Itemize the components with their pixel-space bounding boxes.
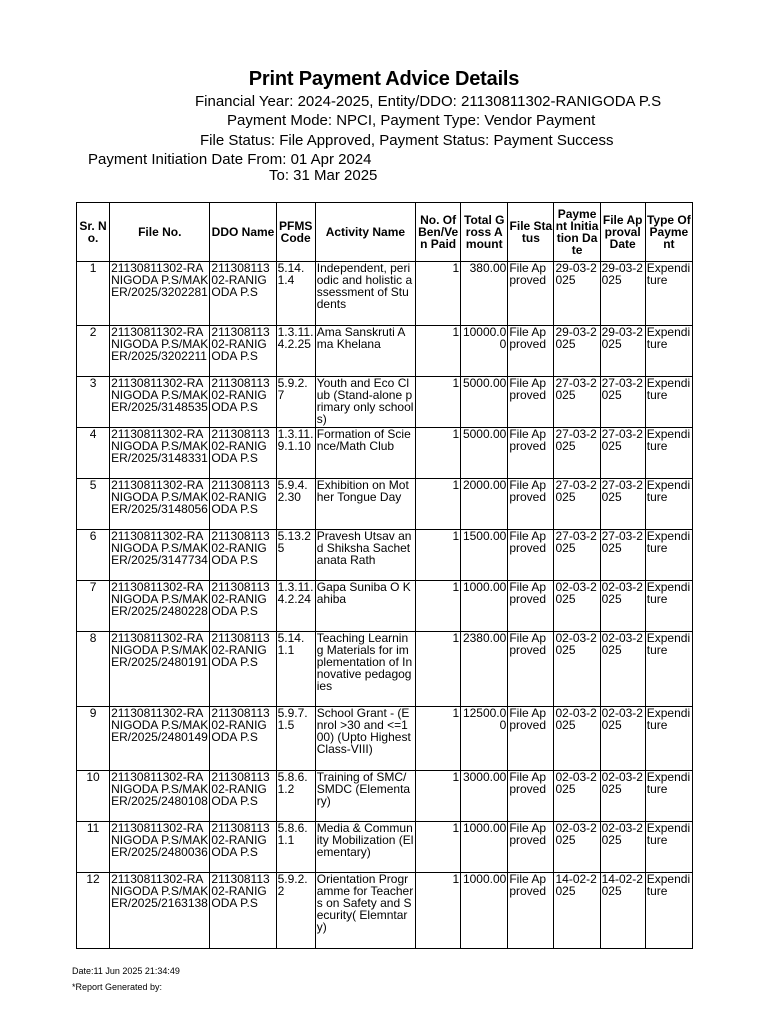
cell-ben: 1: [416, 326, 461, 377]
cell-pfms: 5.14.1.4: [276, 262, 315, 326]
col-approval-date: File Approval Date: [600, 203, 645, 262]
cell-init: 02-03-2025: [554, 707, 600, 771]
col-sr-no: Sr. No.: [77, 203, 110, 262]
cell-amount: 3000.00: [461, 771, 508, 822]
cell-type: Expenditure: [645, 632, 692, 707]
cell-ddo: 21130811302-RANIGODA P.S: [210, 771, 276, 822]
cell-file: 21130811302-RANIGODA P.S/MAKER/2025/2480228: [110, 581, 210, 632]
cell-pfms: 5.13.25: [276, 530, 315, 581]
cell-pfms: 5.9.2.2: [276, 873, 315, 949]
file-status-line: File Status: File Approved, Payment Status: Payment Success: [200, 132, 614, 149]
cell-amount: 5000.00: [461, 428, 508, 479]
cell-sr: 11: [77, 822, 110, 873]
cell-approval: 02-03-2025: [600, 632, 645, 707]
cell-init: 29-03-2025: [554, 262, 600, 326]
cell-init: 02-03-2025: [554, 581, 600, 632]
cell-init: 27-03-2025: [554, 377, 600, 428]
cell-activity: Teaching Learning Materials for implementation of Innovative pedagogies: [315, 632, 415, 707]
cell-pfms: 5.8.6.1.1: [276, 822, 315, 873]
cell-ben: 1: [416, 262, 461, 326]
cell-type: Expenditure: [645, 428, 692, 479]
cell-ddo: 21130811302-RANIGODA P.S: [210, 479, 276, 530]
cell-amount: 1000.00: [461, 822, 508, 873]
table-row: [77, 479, 693, 530]
cell-type: Expenditure: [645, 771, 692, 822]
cell-init: 27-03-2025: [554, 428, 600, 479]
cell-sr: 10: [77, 771, 110, 822]
cell-amount: 1500.00: [461, 530, 508, 581]
cell-ddo: 21130811302-RANIGODA P.S: [210, 581, 276, 632]
cell-activity: Pravesh Utsav and Shiksha Sachetanata Rath: [315, 530, 415, 581]
cell-pfms: 5.14.1.1: [276, 632, 315, 707]
cell-init: 02-03-2025: [554, 822, 600, 873]
cell-file: 21130811302-RANIGODA P.S/MAKER/2025/3202211: [110, 326, 210, 377]
cell-status: File Approved: [508, 428, 554, 479]
col-payment-type: Type Of Payment: [645, 203, 692, 262]
col-pfms-code: PFMS Code: [276, 203, 315, 262]
cell-approval: 29-03-2025: [600, 262, 645, 326]
table-row: [77, 262, 693, 326]
cell-init: 27-03-2025: [554, 479, 600, 530]
col-ben-paid: No. Of Ben/Ven Paid: [416, 203, 461, 262]
cell-amount: 2380.00: [461, 632, 508, 707]
cell-file: 21130811302-RANIGODA P.S/MAKER/2025/2163138: [110, 873, 210, 949]
table-row: [77, 632, 693, 707]
cell-activity: Gapa Suniba O Kahiba: [315, 581, 415, 632]
cell-activity: Orientation Programme for Teachers on Safety and Security( Elemntary): [315, 873, 415, 949]
report-date: Date:11 Jun 2025 21:34:49: [72, 966, 180, 976]
table-header-row: [77, 203, 693, 262]
cell-amount: 1000.00: [461, 873, 508, 949]
cell-file: 21130811302-RANIGODA P.S/MAKER/2025/2480036: [110, 822, 210, 873]
cell-sr: 7: [77, 581, 110, 632]
cell-sr: 4: [77, 428, 110, 479]
cell-pfms: 5.8.6.1.2: [276, 771, 315, 822]
cell-ben: 1: [416, 771, 461, 822]
cell-ben: 1: [416, 479, 461, 530]
cell-amount: 2000.00: [461, 479, 508, 530]
cell-type: Expenditure: [645, 479, 692, 530]
cell-approval: 02-03-2025: [600, 581, 645, 632]
cell-type: Expenditure: [645, 822, 692, 873]
cell-file: 21130811302-RANIGODA P.S/MAKER/2025/3148331: [110, 428, 210, 479]
cell-ben: 1: [416, 530, 461, 581]
cell-pfms: 5.9.7.1.5: [276, 707, 315, 771]
cell-activity: Media & Community Mobilization (Elementary): [315, 822, 415, 873]
cell-amount: 10000.00: [461, 326, 508, 377]
table-row: [77, 581, 693, 632]
col-file-status: File Status: [508, 203, 554, 262]
cell-file: 21130811302-RANIGODA P.S/MAKER/2025/2480191: [110, 632, 210, 707]
cell-amount: 1000.00: [461, 581, 508, 632]
cell-activity: Independent, periodic and holistic assessment of Students: [315, 262, 415, 326]
cell-amount: 380.00: [461, 262, 508, 326]
cell-ben: 1: [416, 822, 461, 873]
cell-sr: 8: [77, 632, 110, 707]
cell-init: 02-03-2025: [554, 771, 600, 822]
cell-activity: School Grant - (Enrol >30 and <=100) (Upto Highest Class-VIII): [315, 707, 415, 771]
cell-file: 21130811302-RANIGODA P.S/MAKER/2025/2480108: [110, 771, 210, 822]
table-row: [77, 771, 693, 822]
cell-ben: 1: [416, 873, 461, 949]
cell-pfms: 1.3.11.9.1.10: [276, 428, 315, 479]
cell-approval: 27-03-2025: [600, 530, 645, 581]
cell-init: 29-03-2025: [554, 326, 600, 377]
payment-mode-line: Payment Mode: NPCI, Payment Type: Vendor Payment: [227, 112, 596, 129]
cell-activity: Exhibition on Mother Tongue Day: [315, 479, 415, 530]
table-row: [77, 530, 693, 581]
col-initiation-date: Payment Initiation Date: [554, 203, 600, 262]
cell-file: 21130811302-RANIGODA P.S/MAKER/2025/2480149: [110, 707, 210, 771]
cell-type: Expenditure: [645, 326, 692, 377]
cell-ddo: 21130811302-RANIGODA P.S: [210, 262, 276, 326]
cell-activity: Training of SMC/ SMDC (Elementary): [315, 771, 415, 822]
cell-file: 21130811302-RANIGODA P.S/MAKER/2025/3147734: [110, 530, 210, 581]
page-title: Print Payment Advice Details: [248, 68, 520, 90]
cell-sr: 3: [77, 377, 110, 428]
cell-pfms: 5.9.2.7: [276, 377, 315, 428]
cell-approval: 27-03-2025: [600, 479, 645, 530]
cell-ddo: 21130811302-RANIGODA P.S: [210, 326, 276, 377]
table-row: [77, 428, 693, 479]
cell-activity: Formation of Science/Math Club: [315, 428, 415, 479]
cell-pfms: 1.3.11.4.2.25: [276, 326, 315, 377]
payment-advice-table: [76, 202, 693, 949]
table-row: [77, 326, 693, 377]
cell-ben: 1: [416, 632, 461, 707]
cell-ddo: 21130811302-RANIGODA P.S: [210, 377, 276, 428]
cell-ddo: 21130811302-RANIGODA P.S: [210, 428, 276, 479]
cell-approval: 02-03-2025: [600, 707, 645, 771]
cell-type: Expenditure: [645, 377, 692, 428]
cell-type: Expenditure: [645, 530, 692, 581]
table-row: [77, 377, 693, 428]
cell-activity: Youth and Eco Club (Stand-alone primary only schools): [315, 377, 415, 428]
cell-pfms: 1.3.11.4.2.24: [276, 581, 315, 632]
cell-amount: 12500.00: [461, 707, 508, 771]
cell-pfms: 5.9.4.2.30: [276, 479, 315, 530]
cell-ddo: 21130811302-RANIGODA P.S: [210, 530, 276, 581]
cell-type: Expenditure: [645, 262, 692, 326]
cell-init: 14-02-2025: [554, 873, 600, 949]
cell-ddo: 21130811302-RANIGODA P.S: [210, 822, 276, 873]
table-row: [77, 873, 693, 949]
cell-ddo: 21130811302-RANIGODA P.S: [210, 632, 276, 707]
cell-ben: 1: [416, 377, 461, 428]
cell-ben: 1: [416, 428, 461, 479]
cell-file: 21130811302-RANIGODA P.S/MAKER/2025/3202281: [110, 262, 210, 326]
cell-status: File Approved: [508, 581, 554, 632]
cell-init: 27-03-2025: [554, 530, 600, 581]
cell-status: File Approved: [508, 377, 554, 428]
cell-status: File Approved: [508, 326, 554, 377]
cell-sr: 1: [77, 262, 110, 326]
cell-approval: 02-03-2025: [600, 771, 645, 822]
cell-approval: 27-03-2025: [600, 428, 645, 479]
cell-status: File Approved: [508, 707, 554, 771]
cell-status: File Approved: [508, 873, 554, 949]
financial-year-line: Financial Year: 2024-2025, Entity/DDO: 21130811302-RANIGODA P.S: [195, 93, 662, 110]
cell-ben: 1: [416, 707, 461, 771]
cell-status: File Approved: [508, 771, 554, 822]
cell-type: Expenditure: [645, 873, 692, 949]
col-ddo-name: DDO Name: [210, 203, 276, 262]
cell-approval: 02-03-2025: [600, 822, 645, 873]
cell-sr: 6: [77, 530, 110, 581]
cell-approval: 29-03-2025: [600, 326, 645, 377]
cell-file: 21130811302-RANIGODA P.S/MAKER/2025/3148535: [110, 377, 210, 428]
cell-ddo: 21130811302-RANIGODA P.S: [210, 873, 276, 949]
cell-activity: Ama Sanskruti Ama Khelana: [315, 326, 415, 377]
col-activity-name: Activity Name: [315, 203, 415, 262]
cell-status: File Approved: [508, 530, 554, 581]
col-file-no: File No.: [110, 203, 210, 262]
cell-amount: 5000.00: [461, 377, 508, 428]
date-from-line: Payment Initiation Date From: 01 Apr 2024: [88, 151, 372, 168]
cell-sr: 9: [77, 707, 110, 771]
cell-init: 02-03-2025: [554, 632, 600, 707]
cell-status: File Approved: [508, 632, 554, 707]
cell-status: File Approved: [508, 262, 554, 326]
table-row: [77, 707, 693, 771]
date-to-line: To: 31 Mar 2025: [269, 167, 378, 184]
cell-sr: 12: [77, 873, 110, 949]
report-generated-by: *Report Generated by:: [72, 982, 163, 992]
table-row: [77, 822, 693, 873]
cell-approval: 14-02-2025: [600, 873, 645, 949]
cell-ben: 1: [416, 581, 461, 632]
col-gross-amount: Total Gross Amount: [461, 203, 508, 262]
cell-type: Expenditure: [645, 581, 692, 632]
cell-approval: 27-03-2025: [600, 377, 645, 428]
cell-status: File Approved: [508, 479, 554, 530]
cell-file: 21130811302-RANIGODA P.S/MAKER/2025/3148056: [110, 479, 210, 530]
cell-status: File Approved: [508, 822, 554, 873]
cell-sr: 2: [77, 326, 110, 377]
cell-type: Expenditure: [645, 707, 692, 771]
cell-sr: 5: [77, 479, 110, 530]
cell-ddo: 21130811302-RANIGODA P.S: [210, 707, 276, 771]
